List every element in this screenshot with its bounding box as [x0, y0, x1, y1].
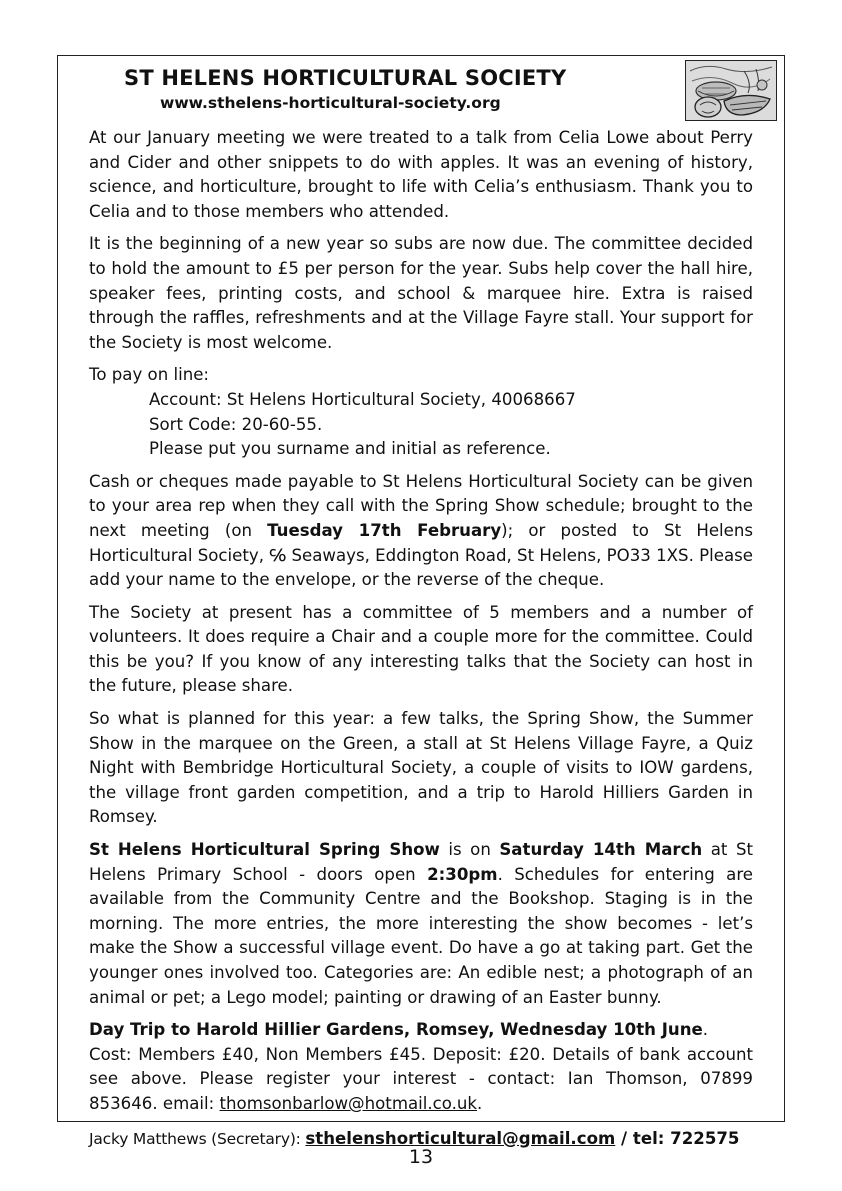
spring-show-time: 2:30pm — [427, 864, 498, 884]
spring-show-text-c: . Schedules for entering are available from the Community Centre and the Bookshop. Staging is in the morning. The more entries, the more interesting the show becomes - let’s make the Show a successful village event. Do have a go at taking part. Get the younger ones involved too. Categories are: An edible nest; a photograph of an animal or pet; a Lego model; painting or drawing of an Easter bunny. — [89, 864, 753, 1007]
next-meeting-date: Tuesday 17th February — [267, 520, 502, 540]
paragraph-day-trip — [89, 1018, 753, 1116]
secretary-label: Jacky Matthews (Secretary): — [89, 1129, 306, 1148]
spring-show-date: Saturday 14th March — [499, 840, 703, 860]
cheques-text-b: ); or posted to St Helens Horticultural Society, ℅ Seaways, Eddington Road, St Helens, PO33 1XS. Please add your name to the envelope, or the reverse of the cheque. — [89, 520, 754, 590]
account-line: Account: St Helens Horticultural Society, 40068667 — [149, 389, 576, 409]
cheques-text-a: Cash or cheques made payable to St Helens Horticultural Society can be given to your area rep when they call with the Spring Show schedule; brought to the next meeting (on — [89, 471, 753, 540]
pay-online-label: To pay on line: — [89, 365, 210, 385]
day-trip-text: Cost: Members £40, Non Members £45. Deposit: £20. Details of bank account see above. Please register your interest - contact: Ian Thomson, 07899 853646. email: — [89, 1044, 753, 1113]
website-url[interactable]: www.sthelens-horticultural-society.org — [160, 94, 501, 112]
article-body — [89, 126, 753, 1151]
spring-show-title: St Helens Horticultural Spring Show — [89, 840, 440, 860]
trip-email-link[interactable]: thomsonbarlow@hotmail.co.uk — [219, 1093, 478, 1113]
paragraph-cash-cheques — [89, 470, 753, 593]
spring-show-text-a: is on — [439, 840, 500, 860]
page-number: 13 — [408, 1146, 434, 1168]
secretary-email-link[interactable]: sthelenshorticultural@gmail.com — [305, 1128, 616, 1148]
paragraph-january-meeting: At our January meeting we were treated to a talk from Celia Lowe about Perry and Cider and other snippets to do with apples. It was an evening of history, science, and horticulture, brought to life with Celia’s enthusiasm. Thank you to Celia and to those members who attended. — [89, 128, 753, 221]
payment-details — [89, 363, 753, 461]
spring-show-text-b: at St Helens Primary School - doors open — [89, 840, 753, 884]
day-trip-end: . — [477, 1093, 483, 1113]
paragraph-committee: The Society at present has a committee of 5 members and a number of volunteers. It does require a Chair and a couple more for the committee. Could this be you? If you know of any interesting talks that the Society can host in the future, please share. — [89, 602, 753, 696]
secretary-tel: / tel: 722575 — [615, 1128, 740, 1148]
reference-line: Please put you surname and initial as reference. — [149, 439, 551, 459]
paragraph-plans: So what is planned for this year: a few talks, the Spring Show, the Summer Show in the marquee on the Green, a stall at St Helens Village Fayre, a Quiz Night with Bembridge Horticultural Society, a couple of visits to IOW gardens, the village front garden competition, and a trip to Harold Hilliers Garden in Romsey. — [89, 709, 753, 827]
article-frame — [57, 55, 785, 1148]
day-trip-title: Day Trip to Harold Hillier Gardens, Romsey, Wednesday 10th June — [89, 1020, 703, 1040]
header — [58, 56, 784, 124]
society-title: ST HELENS HORTICULTURAL SOCIETY — [124, 66, 567, 90]
day-trip-title-end: . — [702, 1020, 709, 1040]
paragraph-spring-show — [89, 838, 753, 1010]
paragraph-subs: It is the beginning of a new year so subs are now due. The committee decided to hold the amount to £5 per person for the year. Subs help cover the hall hire, speaker fees, printing costs, and school & marquee hire. Extra is raised through the raffles, refreshments and at the Village Fayre stall. Your support for the Society is most welcome. — [89, 234, 753, 352]
sort-code-line: Sort Code: 20-60-55. — [149, 414, 323, 434]
vegetables-basket-icon — [685, 60, 777, 121]
